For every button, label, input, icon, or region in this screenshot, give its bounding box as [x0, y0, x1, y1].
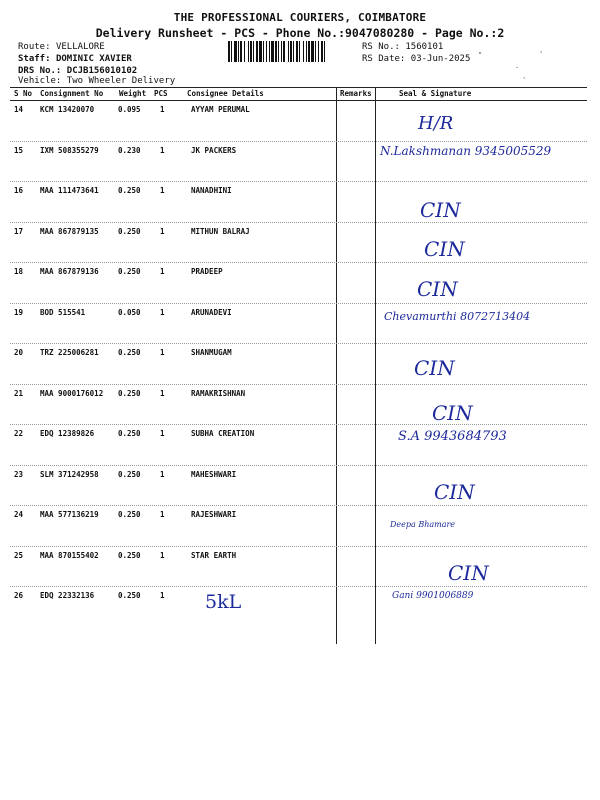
pcs-cell: 1	[160, 307, 165, 317]
consignment-no-cell: BOD 515541	[40, 307, 86, 317]
drs-barcode	[228, 41, 354, 62]
rs-no-label: RS No.:	[362, 42, 400, 52]
consignment-no-cell: MAA 867879136	[40, 267, 99, 276]
rs-no-line	[362, 42, 443, 52]
handwritten-signature: H/R	[418, 113, 454, 134]
vehicle-line	[18, 76, 175, 86]
staff-label: Staff:	[18, 54, 51, 64]
sno-cell: 23	[14, 469, 24, 479]
row-divider	[10, 222, 587, 223]
sno-cell: 20	[14, 348, 24, 357]
consignee-cell: PRADEEP	[191, 267, 223, 276]
sno-cell: 17	[14, 226, 24, 236]
sno-cell: 15	[14, 145, 24, 155]
consignee-cell: JK PACKERS	[191, 145, 237, 155]
rs-date-line	[362, 54, 470, 64]
pcs-cell: 1	[160, 429, 165, 438]
weight-cell: 0.250	[118, 388, 141, 398]
consignment-no-cell: TRZ 225006281	[40, 348, 99, 357]
handwritten-signature: Gani 9901006889	[392, 591, 474, 601]
runsheet-subtitle: Delivery Runsheet - PCS - Phone No.:9047080280 - Page No.:2	[95, 26, 505, 40]
consignee-cell: SHANMUGAM	[191, 348, 232, 357]
pcs-cell: 1	[160, 510, 165, 519]
sno-cell: 18	[14, 267, 24, 276]
handwritten-signature: N.Lakshmanan 9345005529	[380, 143, 552, 158]
vehicle-value: Two Wheeler Delivery	[66, 76, 176, 86]
weight-cell: 0.050	[118, 307, 141, 317]
row-divider	[10, 343, 587, 344]
consignment-no-cell: SLM 371242958	[40, 469, 99, 479]
pcs-cell: 1	[160, 226, 165, 236]
row-divider	[10, 181, 587, 182]
company-title: THE PROFESSIONAL COURIERS, COIMBATORE	[173, 11, 427, 24]
consignee-cell: NANADHINI	[191, 186, 232, 195]
handwritten-signature: S.A 9943684793	[398, 429, 507, 444]
col-header-pcs: PCS	[154, 89, 168, 98]
weight-cell: 0.250	[118, 550, 141, 560]
col-header-consignment: Consignment No	[40, 89, 104, 98]
vehicle-label: Vehicle:	[18, 76, 62, 86]
sno-cell: 22	[14, 429, 24, 438]
drs-label: DRS No.:	[18, 66, 62, 76]
weight-cell: 0.250	[118, 226, 141, 236]
pcs-cell: 1	[160, 591, 165, 600]
consignee-cell: ARUNADEVI	[191, 307, 232, 317]
pcs-cell: 1	[160, 348, 165, 357]
table-top-border	[10, 87, 587, 88]
pcs-cell: 1	[160, 186, 165, 195]
col-header-weight: Weight	[119, 89, 147, 98]
sno-cell: 25	[14, 550, 24, 560]
pcs-cell: 1	[160, 550, 165, 560]
consignee-cell: MITHUN BALRAJ	[191, 226, 250, 236]
consignment-no-cell: KCM 13420070	[40, 105, 95, 114]
row-divider	[10, 546, 587, 547]
sno-cell: 14	[14, 105, 24, 114]
scan-speck: ·	[515, 64, 520, 72]
row-divider	[10, 384, 587, 385]
sno-cell: 24	[14, 510, 24, 519]
weight-cell: 0.095	[118, 105, 141, 114]
col-header-consignee: Consignee Details	[187, 89, 264, 98]
consignment-no-cell: MAA 577136219	[40, 510, 99, 519]
consignment-no-cell: EDQ 22332136	[40, 591, 95, 600]
staff-value: DOMINIC XAVIER	[55, 54, 132, 64]
weight-cell: 0.250	[118, 186, 141, 195]
sno-cell: 21	[14, 388, 24, 398]
col-header-signature: Seal & Signature	[399, 89, 472, 98]
consignee-cell: STAR EARTH	[191, 550, 237, 560]
table-header-border	[10, 100, 587, 101]
scan-speck: '	[539, 50, 544, 58]
pcs-cell: 1	[160, 145, 165, 155]
weight-cell: 0.250	[118, 267, 141, 276]
sno-cell: 26	[14, 591, 24, 600]
handwritten-signature: CIN	[420, 198, 461, 222]
weight-cell: 0.250	[118, 591, 141, 600]
row-divider	[10, 424, 587, 425]
handwritten-signature: Chevamurthi 8072713404	[384, 309, 531, 323]
row-divider	[10, 586, 587, 587]
rs-no-value: 1560101	[405, 42, 444, 52]
pcs-cell: 1	[160, 469, 165, 479]
rs-date-value: 03-Jun-2025	[410, 54, 471, 64]
route-value: VELLALORE	[55, 42, 105, 52]
consignee-cell: SUBHA CREATION	[191, 429, 255, 438]
row-divider	[10, 303, 587, 304]
consignment-no-cell: MAA 111473641	[40, 186, 99, 195]
handwritten-signature: CIN	[417, 277, 458, 301]
handwritten-signature: CIN	[448, 560, 489, 585]
drs-line	[18, 66, 137, 76]
consignee-cell: RAMAKRISHNAN	[191, 388, 246, 398]
consignee-cell: MAHESHWARI	[191, 469, 237, 479]
scan-speck: '	[522, 76, 527, 84]
weight-cell: 0.230	[118, 145, 141, 155]
row-divider	[10, 505, 587, 506]
weight-cell: 0.250	[118, 348, 141, 357]
route-line	[18, 42, 105, 52]
remarks-column-border	[336, 87, 337, 644]
handwritten-signature: CIN	[434, 479, 475, 504]
handwritten-signature: CIN	[414, 356, 455, 380]
col-header-sno: S No	[14, 89, 33, 98]
consignee-cell: AYYAM PERUMAL	[191, 105, 250, 114]
pcs-cell: 1	[160, 105, 165, 114]
row-divider	[10, 141, 587, 142]
pcs-cell: 1	[160, 388, 165, 398]
row-divider	[10, 465, 587, 466]
col-header-remarks: Remarks	[340, 89, 372, 98]
row-divider	[10, 262, 587, 263]
scan-speck: "	[478, 51, 483, 59]
handwritten-signature: CIN	[424, 236, 465, 261]
consignment-no-cell: MAA 867879135	[40, 226, 99, 236]
consignee-cell: RAJESHWARI	[191, 510, 237, 519]
consignment-no-cell: MAA 9000176012	[40, 388, 104, 398]
weight-cell: 0.250	[118, 469, 141, 479]
signature-column-border	[375, 87, 376, 644]
drs-value: DCJB156010102	[66, 66, 138, 76]
rs-date-label: RS Date:	[362, 54, 406, 64]
staff-line	[18, 54, 132, 64]
handwritten-signature: CIN	[432, 400, 473, 425]
sno-cell: 19	[14, 307, 24, 317]
handwritten-note: 5kL	[205, 591, 242, 613]
weight-cell: 0.250	[118, 510, 141, 519]
pcs-cell: 1	[160, 267, 165, 276]
weight-cell: 0.250	[118, 429, 141, 438]
consignment-no-cell: MAA 870155402	[40, 550, 99, 560]
consignment-no-cell: EDQ 12389826	[40, 429, 95, 438]
route-label: Route:	[18, 42, 51, 52]
sno-cell: 16	[14, 186, 24, 195]
handwritten-signature: Deepa Bhamare	[390, 520, 456, 529]
consignment-no-cell: IXM 508355279	[40, 145, 99, 155]
